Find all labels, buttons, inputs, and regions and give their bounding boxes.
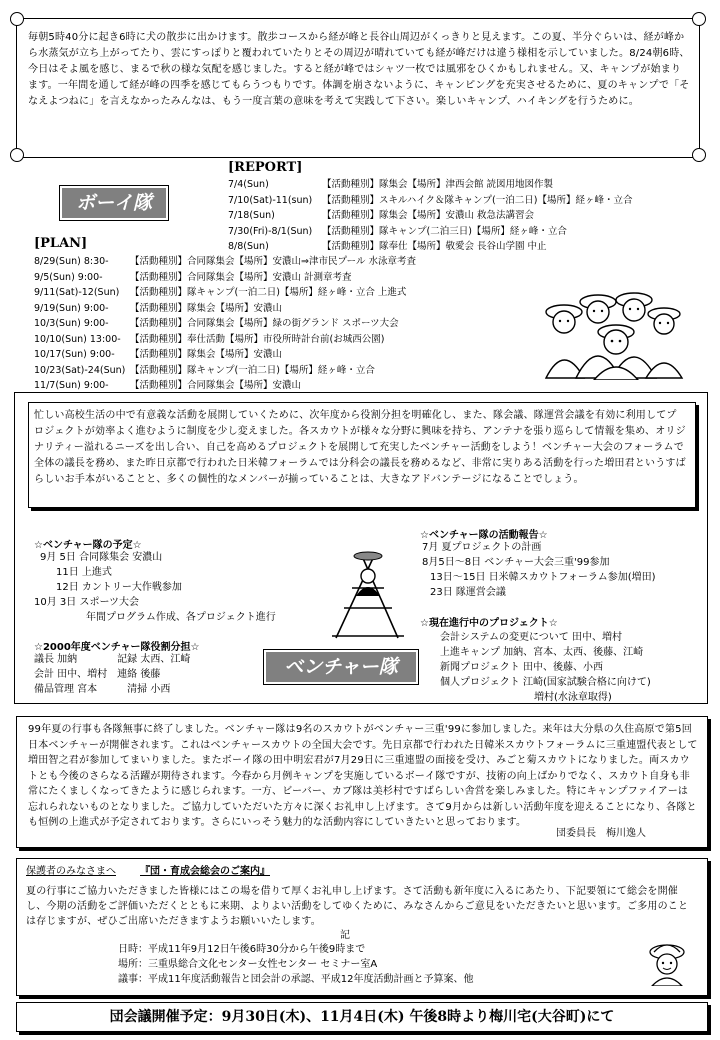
meeting-date: 日時：平成11年9月12日午後6時30分から午後9時まで — [118, 944, 366, 955]
list-item: 8/8(Sun) 【活動種別】隊奉仕【場所】敬愛会 長谷山学園 中止 — [228, 241, 547, 252]
leader-signature: 団委員長 梅川逸人 — [556, 828, 646, 839]
venture-schedule-title: ☆ベンチャー隊の予定☆ — [34, 540, 142, 551]
list-item: 7月 夏プロジェクトの計画 — [422, 542, 542, 553]
intro-paragraph: 毎朝5時40分に起き6時に犬の散歩に出かけます。散歩コースから経が峰と長谷山周辺がくっきりと見えます。この夏、半分ぐらいは、経が峰から水蒸気が立ち上がってたり、雲にすっぽりと覆われていたりとその周辺が晴れていても経が峰だけは違う様相を示していました。8/24朝6時、今日はそよ風を感じ、まるで秋の様な気配を感じました。すると経が峰ではシャツ一枚では風邪をひくかもしれません。又、キャンプが始まります。一年間を通して経が峰の四季を感じてもらうつもりです。体調を崩さないように、キャンピングを充実させるために、夏のキャンプで「そなえよつねに」を言えなかったみんなは、もう一度言葉の意味を考えて実践して下さい。楽しいキャンプ、ハイキングを行うために。 — [28, 32, 690, 107]
list-item: 上進キャンプ 加納、宮本、太西、後藤、江崎 — [440, 647, 644, 658]
plan-title: [PLAN] — [34, 236, 88, 251]
list-item: 10/23(Sat)-24(Sun) 【活動種別】隊キャンプ(一泊二日)【場所】経ヶ峰・立合 — [34, 364, 375, 376]
list-item: 7/30(Fri)-8/1(Sun) 【活動種別】隊キャンプ(二泊三日)【場所】経ヶ峰・立合 — [228, 225, 567, 237]
general-meeting-notice: 『団・育成会総会のご案内』 — [140, 866, 270, 877]
list-item: 会計 田中、増村 連絡 後藤 — [34, 669, 161, 680]
list-item: 13日〜15日 日米韓スカウトフォーラム参加(増田) — [430, 572, 656, 583]
venture-intro-paragraph: 忙しい高校生活の中で有意義な活動を展開していくために、次年度から役割分担を明確化し、また、隊会議、隊運営会議を有効に利用してプロジェクトが効率よく進むように制度を少し変えました。各スカウトが様々な分野に興味を持ち、アンテナを張り巡らして情報を集め、オリジナリティー溢れるニーズを出し合い、自己を高めるプロジェクトを展開して充実したベンチャー活動をしよう！ベンチャー大会のフォーラムで全体の議長を務め、また昨日京都で行われた日米韓フォーラムでは分科会の議長を務めるなど、非常に実りある活動を行った増田君というすばらしいお手本がいることと、多くの個性的なメンバーが揃っていることは、大きなアドバンテージになることでしょう。 — [34, 410, 686, 485]
scouts-group-illustration — [536, 284, 686, 380]
list-item: 議長 加納 記録 太西、江崎 — [34, 654, 191, 665]
venture-report-title: ☆ベンチャー隊の活動報告☆ — [420, 530, 548, 541]
list-item: 増村(水泳章取得) — [534, 692, 612, 703]
meeting-agenda: 議事：平成11年度活動報告と団会計の承認、平成12年度活動計画と予算案、他 — [118, 974, 474, 985]
list-item: 10/3(Sun) 9:00- 【活動種別】合同隊集会【場所】緑の街グランド スポーツ大会 — [34, 318, 399, 329]
list-item: 9月 5日 合同隊集会 安濃山 — [40, 552, 163, 563]
list-item: 11日 上進式 — [56, 567, 112, 578]
venture-troop-badge: ベンチャー隊 — [264, 650, 418, 684]
list-item: 9/19(Sun) 9:00- 【活動種別】隊集会【場所】安濃山 — [34, 302, 283, 314]
list-item: 7/10(Sat)-11(sun) 【活動種別】スキルハイク＆隊キャンプ(一泊二日)【場所】経ヶ峰・立合 — [228, 194, 633, 206]
list-item: 11/7(Sun) 9:00- 【活動種別】合同隊集会【場所】安濃山 — [34, 380, 302, 391]
list-item: 8/29(Sun) 8:30- 【活動種別】合同隊集会【場所】安濃山⇒津市民プール 水泳章考査 — [34, 256, 417, 267]
list-item: 10/10(Sun) 13:00- 【活動種別】奉仕活動【場所】市役所時計台前(お城西公園) — [34, 333, 385, 345]
list-item: 会計システムの変更について 田中、増村 — [440, 632, 622, 643]
scroll-curl-ornament — [692, 148, 706, 162]
boy-report-list — [228, 177, 698, 255]
list-item: 23日 隊運営会議 — [430, 587, 506, 598]
scout-head-illustration — [646, 940, 688, 986]
list-item: 年間プログラム作成、各プロジェクト進行 — [86, 612, 276, 623]
list-item: 新聞プロジェクト 田中、後藤、小西 — [440, 662, 603, 673]
boy-plan-list — [34, 254, 504, 394]
scroll-curl-ornament — [10, 148, 24, 162]
list-item: 10月 3日 スポーツ大会 — [34, 597, 140, 608]
list-item: 9/5(Sun) 9:00- 【活動種別】合同隊集会【場所】安濃山 計測章考査 — [34, 271, 352, 283]
list-item: 10/17(Sun) 9:00- 【活動種別】隊集会【場所】安濃山 — [34, 349, 283, 360]
council-meeting-schedule: 団会議開催予定：9月30日(木)、11月4日(木) 午後8時より梅川宅(大谷町)にて — [16, 1002, 708, 1032]
scroll-curl-ornament — [10, 12, 24, 26]
list-item: 個人プロジェクト 江崎(国家試験合格に向けて) — [440, 677, 651, 688]
meeting-place: 場所：三重県総合文化センター女性センター セミナー室A — [118, 959, 378, 970]
list-item: 7/18(Sun) 【活動種別】隊集会【場所】安濃山 救急法講習会 — [228, 210, 535, 221]
list-item: 8月5日〜8日 ベンチャー大会三重'99参加 — [422, 557, 610, 568]
venture-projects-title: ☆現在進行中のプロジェクト☆ — [420, 618, 558, 629]
list-item: 9/11(Sat)-12(Sun) 【活動種別】隊キャンプ(一泊二日)【場所】経ヶ峰・立合 上進式 — [34, 287, 407, 298]
pioneering-tower-illustration — [326, 548, 408, 640]
list-item: 7/4(Sun) 【活動種別】隊集会【場所】津西会館 読図用地図作製 — [228, 179, 554, 190]
scroll-curl-ornament — [692, 12, 706, 26]
venture-roles-title: ☆2000年度ベンチャー隊役割分担☆ — [34, 642, 200, 653]
list-item: 備品管理 宮本 清掃 小西 — [34, 684, 171, 695]
report-title: [REPORT] — [228, 160, 303, 175]
guardians-heading: 保護者のみなさまへ — [26, 866, 116, 877]
ki-mark: 記 — [340, 930, 350, 941]
leader-message-paragraph: 99年夏の行事も各隊無事に終了しました。ベンチャー隊は9名のスカウトがベンチャー三重'99に参加しました。来年は大分県の久住高原で第5回日本ベンチャーが開催されます。これはベンチャースカウトの全国大会です。先日京都で行われた日韓米スカウトフォーラムに三重連盟代表として増田智之君が参加してまいりました。またボーイ隊の田中明宏君が7月29日に三重連盟の面接を受け、みごと菊スカウトになりました。両スカウトとも今後のさらなる活躍が期待されます。今春から月例キャンプを実施しているボーイ隊ですが、技術の向上ばかりでなく、スカウト自身も非常にたくましくなってきたように感じられます。一方、ビーバー、カブ隊は美杉村ですばらしい舎営を楽しみました。特にキャンプファイアーは忘れられないものとなりました。ご協力していただいた方々に深くお礼申し上げます。さて9月からは新しい活動年度を迎えることになり、各隊とも恒例の上進式が予定されております。さらにいっそう魅力的な活動内容にしていきたいと思っております。 — [28, 724, 698, 828]
boy-troop-badge: ボーイ隊 — [60, 186, 168, 220]
list-item: 12日 カントリー大作戦参加 — [56, 582, 182, 593]
guardians-body: 夏の行事にご協力いただきました皆様にはこの場を借りて厚くお礼申し上げます。さて活動も新年度に入るにあたり、下記要領にて総会を開催し、今期の活動をご評価いただくとともに来期、よりよい活動をしてゆくために、みなさんからご意見をいただきたいと思います。ご多用のことは存じますが、ぜひご出席いただきますようお願いいたします。 — [26, 886, 689, 927]
